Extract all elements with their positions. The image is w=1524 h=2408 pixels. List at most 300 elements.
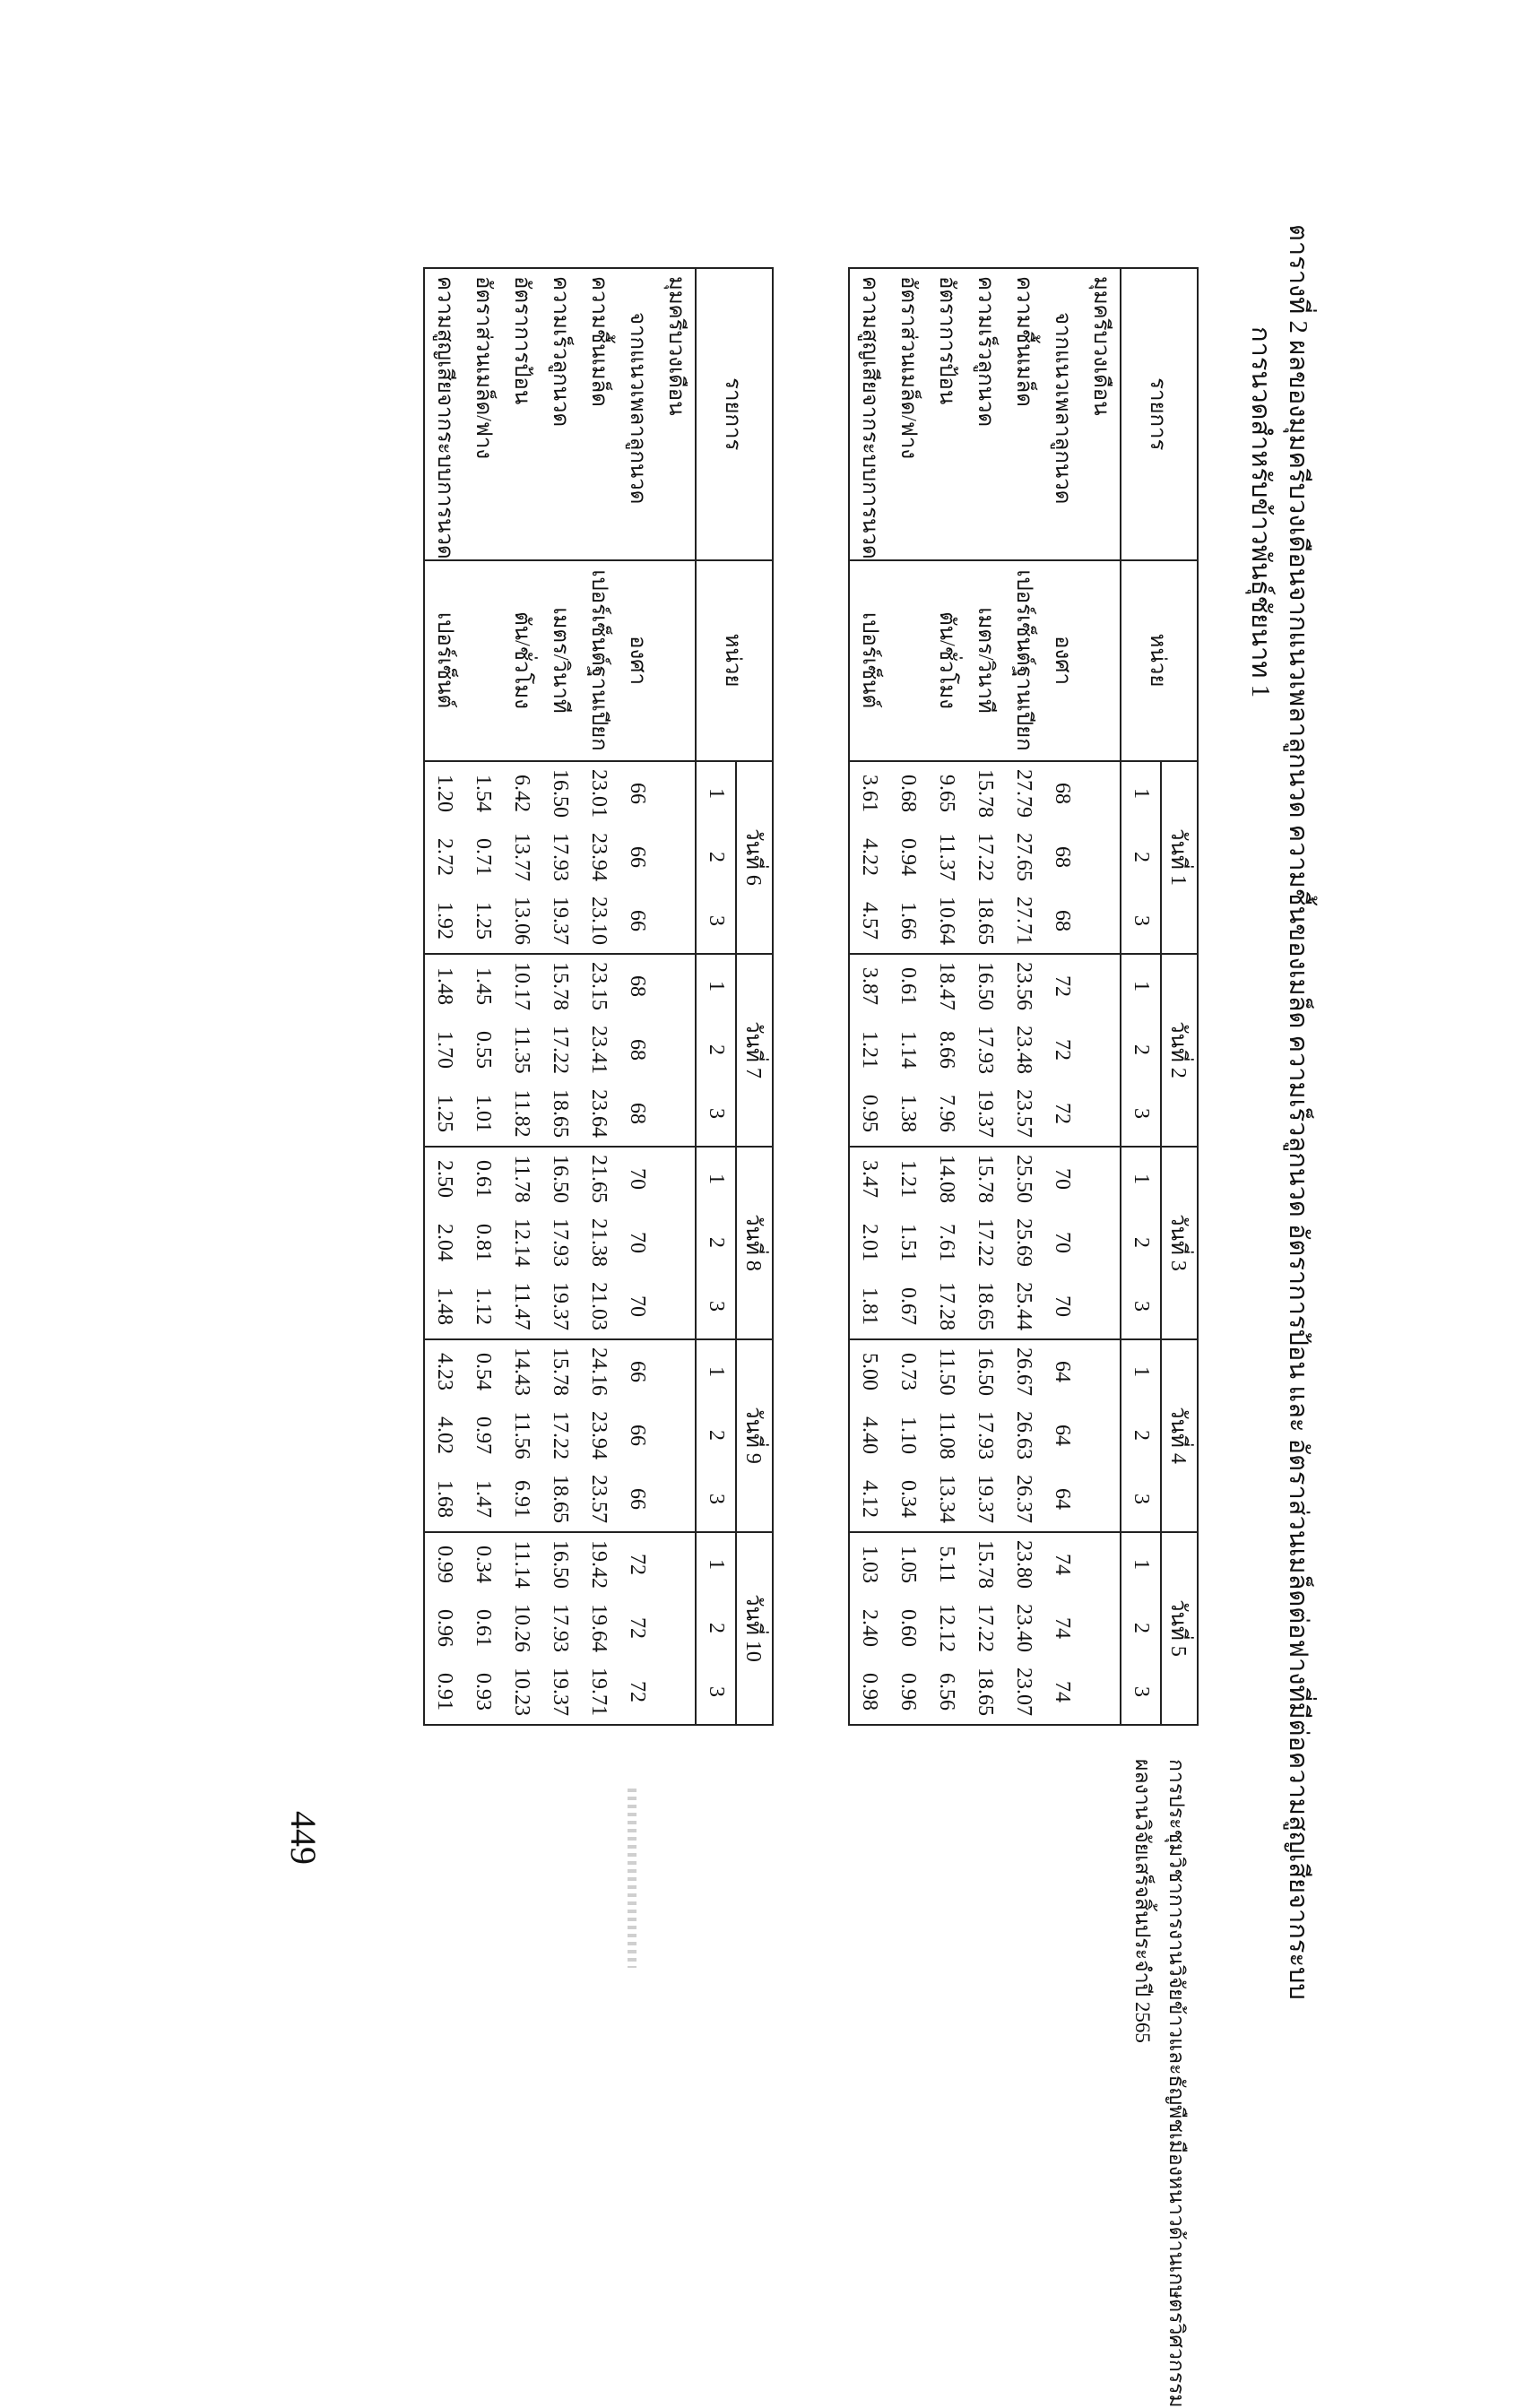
value-cell [656, 1468, 695, 1531]
value-cell: 16.50 [549, 1155, 572, 1204]
value-cell: 27.79 [1012, 769, 1035, 819]
value-cell: 12.14 [510, 1218, 533, 1268]
replicate-label: 1 [1130, 981, 1153, 992]
value-cell: 6.42 [510, 775, 533, 813]
value-cell: 66 [626, 846, 649, 869]
unit-header: หน่วย [1121, 560, 1198, 761]
value-cell: 18.47 [935, 962, 958, 1011]
replicate-header-group [1121, 761, 1161, 954]
value-cell: 0.60 [896, 1609, 920, 1648]
value-cell: 19.37 [974, 1475, 997, 1524]
item-column [424, 268, 696, 560]
value-cell [1081, 1275, 1120, 1338]
replicate-labels [1121, 1148, 1160, 1338]
unit-label: เปอร์เซ็นต์ฐานเปียก [1012, 569, 1035, 751]
replicate-label: 1 [1130, 788, 1153, 800]
value-cell: 1.54 [472, 775, 495, 813]
value-cell: 10.17 [510, 962, 533, 1011]
replicate-label: 2 [1130, 1623, 1153, 1634]
value-cell: 70 [626, 1232, 649, 1254]
replicate-label: 2 [705, 852, 728, 863]
value-cell: 17.93 [974, 1411, 997, 1460]
value-cell: 0.61 [896, 967, 920, 1006]
day-header: วันที่ 3 [1161, 1147, 1198, 1339]
replicate-label: 1 [705, 1174, 728, 1185]
value-cell: 0.73 [896, 1353, 920, 1391]
value-cell: 72 [626, 1681, 649, 1703]
value-cell: 23.40 [1012, 1604, 1035, 1653]
value-cell: 5.11 [935, 1546, 958, 1583]
value-cell [1081, 955, 1120, 1018]
value-cell: 14.08 [935, 1155, 958, 1204]
value-cell: 0.97 [472, 1416, 495, 1455]
replicate-label: 3 [1130, 1108, 1153, 1120]
unit-label [463, 561, 502, 760]
value-cell [656, 1597, 695, 1660]
unit-header: หน่วย [696, 560, 773, 761]
value-cell [1081, 1211, 1120, 1275]
value-cell: 1.48 [433, 967, 456, 1006]
value-cell: 23.15 [587, 962, 610, 1011]
item-header: รายการ [1121, 268, 1198, 560]
value-cell: 18.65 [974, 897, 997, 946]
value-cell: 5.00 [858, 1353, 881, 1391]
item-label: ความเร็วลูกนวด [974, 276, 997, 428]
value-cell [656, 1660, 695, 1724]
unit-lines [850, 561, 1120, 760]
item-label: จากแนวเพลาลูกนวด [626, 312, 649, 505]
value-cell [1081, 1597, 1120, 1660]
day-header: วันที่ 1 [1161, 761, 1198, 954]
value-cell: 18.65 [549, 1475, 572, 1524]
value-cell: 27.71 [1012, 897, 1035, 946]
replicate-labels [697, 955, 735, 1146]
replicate-labels [697, 1533, 735, 1724]
replicate-header-group [1121, 954, 1161, 1147]
value-cell [1081, 889, 1120, 953]
value-cell [656, 1340, 695, 1404]
day-values [850, 1340, 1120, 1531]
unit-label: เปอร์เซ็นต์ฐานเปียก [587, 569, 610, 751]
value-cell: 1.47 [472, 1480, 495, 1519]
data-table-days-1-5 [848, 267, 1199, 1726]
value-cell: 66 [626, 910, 649, 932]
value-cell: 1.25 [433, 1095, 456, 1133]
day-header: วันที่ 4 [1161, 1339, 1198, 1532]
unit-label: เมตร/วินาที [549, 607, 572, 714]
value-cell: 11.14 [510, 1540, 533, 1589]
replicate-header-group [1121, 1147, 1161, 1339]
value-cell: 72 [1051, 1103, 1074, 1125]
value-cell: 3.47 [858, 1160, 881, 1199]
value-cell: 10.23 [510, 1667, 533, 1717]
value-cell: 0.61 [472, 1160, 495, 1199]
value-cell: 70 [626, 1295, 649, 1318]
value-cell: 0.54 [472, 1353, 495, 1391]
replicate-label: 2 [705, 1430, 728, 1442]
value-cell [656, 1018, 695, 1082]
replicate-header-group [696, 1339, 736, 1532]
item-label: ความชื้นเมล็ด [587, 276, 610, 407]
value-cell: 11.47 [510, 1282, 533, 1330]
value-cell: 1.66 [896, 902, 920, 940]
value-cell: 72 [626, 1617, 649, 1640]
value-cell: 2.40 [858, 1609, 881, 1648]
value-cell: 0.55 [472, 1031, 495, 1070]
value-cell: 6.91 [510, 1480, 533, 1519]
value-cell: 11.35 [510, 1026, 533, 1074]
value-cell: 23.56 [1012, 962, 1035, 1011]
item-lines [425, 269, 695, 559]
table-body-row [849, 268, 1121, 1725]
value-cell: 64 [1051, 1425, 1074, 1447]
value-cell: 23.01 [587, 769, 610, 819]
value-cell: 0.68 [896, 775, 920, 813]
value-cell: 23.10 [587, 897, 610, 946]
value-cell: 8.66 [935, 1031, 958, 1070]
value-cell: 15.78 [974, 1540, 997, 1589]
value-cell: 2.01 [858, 1224, 881, 1262]
unit-label: องศา [626, 636, 649, 685]
replicate-labels [1121, 1533, 1160, 1724]
day-values-column [849, 1147, 1121, 1339]
value-cell: 2.04 [433, 1224, 456, 1262]
item-label: ความเร็วลูกนวด [549, 276, 572, 428]
value-cell: 18.65 [549, 1089, 572, 1139]
value-cell: 16.50 [549, 769, 572, 819]
replicate-labels [697, 1148, 735, 1338]
unit-column [849, 560, 1121, 761]
value-cell: 15.78 [549, 962, 572, 1011]
day-values-column [849, 954, 1121, 1147]
footer-conference-title: การประชุมวิชาการงานวิจัยข้าวและธัญพืชเมืองหนาวด้านเกษตรวิศวกรรม [1165, 1759, 1188, 2408]
day-header: วันที่ 8 [736, 1147, 773, 1339]
day-values [850, 955, 1120, 1146]
value-cell: 19.37 [549, 1282, 572, 1331]
value-cell: 25.69 [1012, 1218, 1035, 1268]
replicate-labels [697, 1340, 735, 1531]
replicate-label: 3 [705, 1301, 728, 1312]
value-cell: 1.05 [896, 1546, 920, 1584]
day-header: วันที่ 7 [736, 954, 773, 1147]
day-values [850, 1533, 1120, 1724]
replicate-label: 1 [705, 1366, 728, 1378]
day-header: วันที่ 6 [736, 761, 773, 954]
value-cell: 12.12 [935, 1604, 958, 1653]
day-values-column [424, 1532, 696, 1725]
value-cell: 17.93 [549, 833, 572, 882]
value-cell: 64 [1051, 1361, 1074, 1383]
value-cell: 7.61 [935, 1224, 958, 1262]
item-label: ความชื้นเมล็ด [1012, 276, 1035, 407]
day-values-column [424, 761, 696, 954]
header-row [1161, 268, 1198, 1725]
value-cell: 19.71 [587, 1667, 610, 1717]
value-cell: 72 [1051, 975, 1074, 998]
value-cell: 21.03 [587, 1282, 610, 1331]
value-cell: 1.20 [433, 775, 456, 813]
value-cell: 13.06 [510, 897, 533, 946]
item-label: มุมครีบวงเดือน [664, 276, 688, 416]
value-cell: 70 [626, 1168, 649, 1191]
replicate-label: 1 [705, 788, 728, 800]
value-cell: 25.50 [1012, 1155, 1035, 1204]
value-cell: 0.95 [858, 1095, 881, 1133]
value-cell: 70 [1051, 1232, 1074, 1254]
value-cell: 15.78 [974, 769, 997, 819]
value-cell: 66 [626, 1361, 649, 1383]
value-cell: 25.44 [1012, 1282, 1035, 1331]
value-cell [656, 1404, 695, 1468]
value-cell: 17.22 [974, 833, 997, 882]
replicate-label: 2 [705, 1237, 728, 1249]
value-cell: 68 [1051, 910, 1074, 932]
value-cell [656, 762, 695, 826]
day-values-column [424, 1147, 696, 1339]
value-cell: 23.41 [587, 1026, 610, 1075]
item-label: ความสูญเสียจากระบบการนวด [858, 276, 881, 559]
value-cell: 17.93 [974, 1026, 997, 1075]
value-cell: 1.70 [433, 1031, 456, 1070]
value-cell: 2.50 [433, 1160, 456, 1199]
value-cell [656, 1148, 695, 1211]
value-cell: 17.28 [935, 1282, 958, 1331]
value-cell: 1.01 [472, 1095, 495, 1133]
item-label: ความสูญเสียจากระบบการนวด [433, 276, 456, 559]
replicate-label: 3 [1130, 915, 1153, 927]
value-cell: 17.93 [549, 1218, 572, 1268]
value-cell: 68 [1051, 846, 1074, 869]
value-cell: 11.50 [935, 1347, 958, 1396]
replicate-header-group [696, 1147, 736, 1339]
value-cell: 17.22 [974, 1218, 997, 1268]
value-cell: 11.56 [510, 1411, 533, 1460]
item-lines [850, 269, 1120, 559]
replicate-label: 2 [1130, 852, 1153, 863]
day-values [425, 955, 695, 1146]
value-cell: 1.12 [472, 1287, 495, 1326]
replicate-labels [1121, 955, 1160, 1146]
unit-label: เมตร/วินาที [974, 607, 997, 714]
day-values-column [424, 954, 696, 1147]
value-cell: 70 [1051, 1168, 1074, 1191]
value-cell: 0.91 [433, 1673, 456, 1711]
replicate-header-group [1121, 1339, 1161, 1532]
value-cell: 10.64 [935, 897, 958, 946]
value-cell: 74 [1051, 1617, 1074, 1640]
value-cell: 0.34 [472, 1546, 495, 1584]
value-cell: 0.81 [472, 1224, 495, 1262]
replicate-labels [1121, 762, 1160, 953]
value-cell [656, 1211, 695, 1275]
value-cell: 21.38 [587, 1218, 610, 1268]
value-cell: 18.65 [974, 1282, 997, 1331]
replicate-label: 3 [1130, 1301, 1153, 1312]
value-cell: 0.67 [896, 1287, 920, 1326]
value-cell: 17.93 [549, 1604, 572, 1653]
value-cell: 0.96 [896, 1673, 920, 1711]
value-cell: 2.72 [433, 838, 456, 877]
day-header: วันที่ 2 [1161, 954, 1198, 1147]
value-cell: 1.21 [896, 1160, 920, 1199]
value-cell: 17.22 [974, 1604, 997, 1653]
replicate-label: 2 [705, 1623, 728, 1634]
value-cell: 23.94 [587, 833, 610, 882]
unit-label: ตัน/ชั่วโมง [935, 611, 958, 709]
item-label: อัตราส่วนเมล็ด/ฟาง [896, 276, 920, 460]
replicate-label: 1 [705, 981, 728, 992]
value-cell: 19.37 [549, 1667, 572, 1717]
value-cell: 23.57 [587, 1475, 610, 1524]
value-cell [656, 826, 695, 889]
value-cell [656, 1533, 695, 1597]
value-cell: 0.99 [433, 1546, 456, 1584]
value-cell: 9.65 [935, 775, 958, 813]
value-cell: 1.21 [858, 1031, 881, 1070]
unit-label [656, 561, 695, 760]
value-cell: 24.16 [587, 1347, 610, 1397]
value-cell: 1.68 [433, 1480, 456, 1519]
replicate-label: 2 [1130, 1430, 1153, 1442]
value-cell: 4.40 [858, 1416, 881, 1455]
value-cell: 14.43 [510, 1347, 533, 1397]
day-header: วันที่ 5 [1161, 1532, 1198, 1725]
footer-subtitle: ผลงานวิจัยเสร็จสิ้นประจำปี 2565 [1131, 1759, 1154, 2043]
value-cell: 11.78 [510, 1155, 533, 1203]
value-cell: 23.94 [587, 1411, 610, 1460]
value-cell: 1.45 [472, 967, 495, 1006]
replicate-labels [1121, 1340, 1160, 1531]
replicate-label: 3 [1130, 1686, 1153, 1698]
value-cell: 0.93 [472, 1673, 495, 1711]
value-cell: 74 [1051, 1554, 1074, 1576]
value-cell: 0.61 [472, 1609, 495, 1648]
value-cell: 3.61 [858, 775, 881, 813]
value-cell [1081, 1082, 1120, 1146]
value-cell: 23.48 [1012, 1026, 1035, 1075]
value-cell: 0.98 [858, 1673, 881, 1711]
value-cell: 13.34 [935, 1475, 958, 1524]
value-cell: 0.94 [896, 838, 920, 877]
unit-label: ตัน/ชั่วโมง [510, 611, 533, 709]
value-cell [656, 1082, 695, 1146]
replicate-label: 2 [1130, 1237, 1153, 1249]
value-cell: 4.02 [433, 1416, 456, 1455]
day-header: วันที่ 10 [736, 1532, 773, 1725]
unit-lines [425, 561, 695, 760]
value-cell [1081, 1468, 1120, 1531]
unit-label: เปอร์เซ็นต์ [858, 611, 881, 709]
day-values [425, 1533, 695, 1724]
replicate-label: 3 [705, 1108, 728, 1120]
replicate-label: 3 [705, 1494, 728, 1505]
value-cell: 15.78 [974, 1155, 997, 1204]
value-cell: 72 [1051, 1039, 1074, 1061]
value-cell: 4.12 [858, 1480, 881, 1519]
day-values [425, 1148, 695, 1338]
value-cell: 4.57 [858, 902, 881, 940]
value-cell: 11.82 [510, 1089, 533, 1138]
day-values [850, 1148, 1120, 1338]
value-cell [1081, 1404, 1120, 1468]
value-cell [1081, 1660, 1120, 1724]
item-label: อัตราการป้อน [510, 276, 533, 405]
value-cell: 16.50 [974, 962, 997, 1011]
value-cell: 1.48 [433, 1287, 456, 1326]
replicate-label: 1 [1130, 1174, 1153, 1185]
value-cell: 16.50 [974, 1347, 997, 1397]
value-cell: 1.38 [896, 1095, 920, 1133]
value-cell: 72 [626, 1554, 649, 1576]
value-cell: 70 [1051, 1295, 1074, 1318]
item-label: อัตราการป้อน [935, 276, 958, 405]
value-cell: 0.96 [433, 1609, 456, 1648]
value-cell: 1.14 [896, 1031, 920, 1070]
day-header: วันที่ 9 [736, 1339, 773, 1532]
value-cell: 7.96 [935, 1095, 958, 1133]
day-values-column [849, 1532, 1121, 1725]
value-cell: 68 [626, 1039, 649, 1061]
value-cell [1081, 1018, 1120, 1082]
item-column [849, 268, 1121, 560]
value-cell: 1.51 [896, 1224, 920, 1262]
value-cell: 23.64 [587, 1089, 610, 1139]
day-values [850, 762, 1120, 953]
value-cell: 66 [626, 1488, 649, 1511]
value-cell: 68 [1051, 783, 1074, 805]
value-cell: 1.81 [858, 1287, 881, 1326]
value-cell: 17.22 [549, 1026, 572, 1075]
value-cell: 26.37 [1012, 1475, 1035, 1524]
value-cell: 4.23 [433, 1353, 456, 1391]
unit-label [888, 561, 927, 760]
item-header: รายการ [696, 268, 773, 560]
unit-label [1081, 561, 1120, 760]
value-cell: 27.65 [1012, 833, 1035, 882]
value-cell [656, 955, 695, 1018]
value-cell: 10.26 [510, 1604, 533, 1653]
value-cell: 18.65 [974, 1667, 997, 1717]
value-cell: 0.71 [472, 838, 495, 877]
table-body-row [424, 268, 696, 1725]
value-cell [656, 1275, 695, 1338]
value-cell [1081, 762, 1120, 826]
item-label: มุมครีบวงเดือน [1089, 276, 1113, 416]
day-values-column [849, 1339, 1121, 1532]
replicate-label: 3 [705, 1686, 728, 1698]
scan-artifact [628, 1789, 636, 1968]
value-cell: 66 [626, 1425, 649, 1447]
item-label: อัตราส่วนเมล็ด/ฟาง [472, 276, 495, 460]
day-values-column [849, 761, 1121, 954]
value-cell [1081, 1148, 1120, 1211]
page-number: 449 [283, 1811, 324, 1865]
value-cell: 16.50 [549, 1540, 572, 1589]
value-cell: 19.37 [974, 1089, 997, 1139]
value-cell: 1.10 [896, 1416, 920, 1455]
value-cell: 23.07 [1012, 1667, 1035, 1717]
unit-column [424, 560, 696, 761]
value-cell: 19.37 [549, 897, 572, 946]
value-cell [1081, 826, 1120, 889]
value-cell: 17.22 [549, 1411, 572, 1460]
unit-label: องศา [1051, 636, 1074, 685]
value-cell: 23.57 [1012, 1089, 1035, 1139]
value-cell: 64 [1051, 1488, 1074, 1511]
value-cell [1081, 1533, 1120, 1597]
replicate-header-group [696, 1532, 736, 1725]
replicate-label: 1 [1130, 1366, 1153, 1378]
